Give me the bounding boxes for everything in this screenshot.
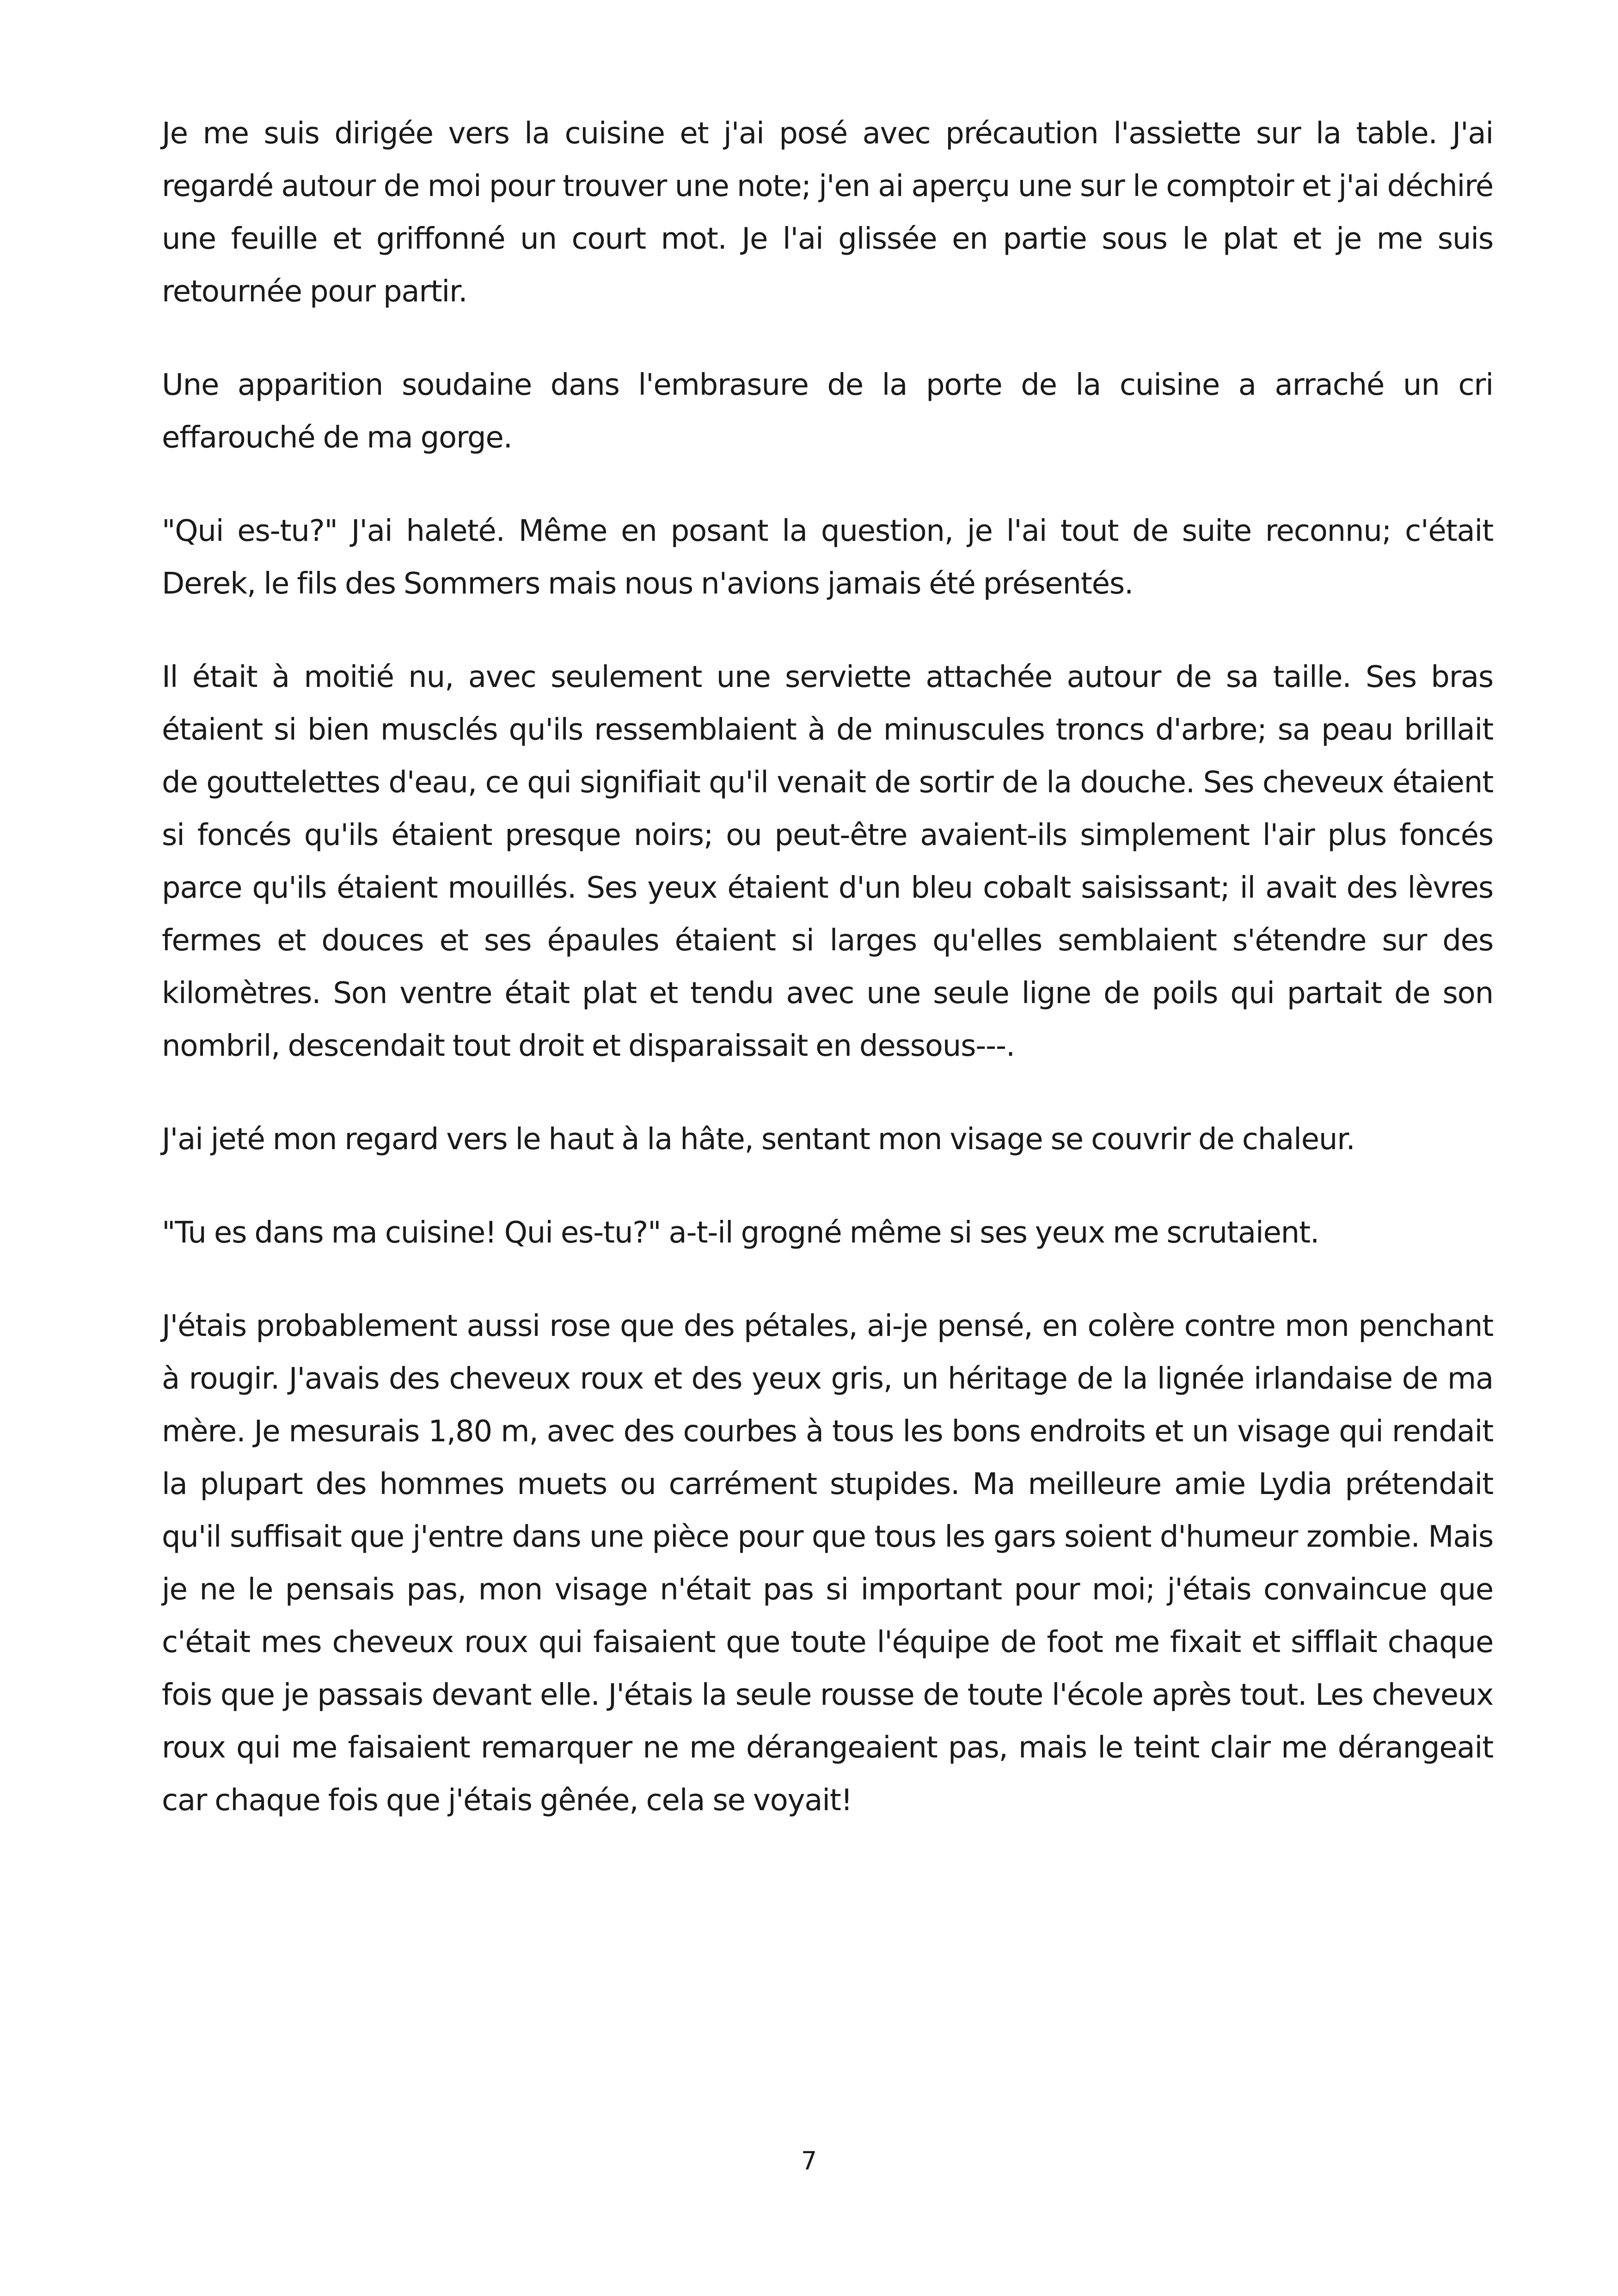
paragraph: Il était à moitié nu, avec seulement une serviette attachée autour de sa taille. Ses bras étaient si bien musclés qu'ils ressemblaient à de minuscules troncs d'arbre; sa peau brillait de gouttelettes d'eau, ce qui signifiait qu'il venait de sortir de la douche. Ses cheveux étaient si foncés qu'ils étaient presque noirs; ou peut-être avaient-ils simplement l'air plus foncés parce qu'ils étaient mouillés. Ses yeux étaient d'un bleu cobalt saisissant; il avait des lèvres fermes et douces et ses épaules étaient si larges qu'elles semblaient s'étendre sur des kilomètres. Son ventre était plat et tendu avec une seule ligne de poils qui partait de son nombril, descendait tout droit et disparaissait en dessous---. (162, 660, 1493, 1063)
page-body (162, 107, 1493, 1867)
paragraph: Une apparition soudaine dans l'embrasure de la porte de la cuisine a arraché un cri effarouché de ma gorge. (162, 368, 1493, 455)
paragraph: "Tu es dans ma cuisine! Qui es-tu?" a-t-il grogné même si ses yeux me scrutaient. (162, 1216, 1319, 1250)
paragraph: J'étais probablement aussi rose que des pétales, ai-je pensé, en colère contre mon penchant à rougir. J'avais des cheveux roux et des yeux gris, un héritage de la lignée irlandaise de ma mère. Je mesurais 1,80 m, avec des courbes à tous les bons endroits et un visage qui rendait la plupart des hommes muets ou carrément stupides. Ma meilleure amie Lydia prétendait qu'il suffisait que j'entre dans une pièce pour que tous les gars soient d'humeur zombie. Mais je ne le pensais pas, mon visage n'était pas si important pour moi; j'étais convaincue que c'était mes cheveux roux qui faisaient que toute l'équipe de foot me fixait et sifflait chaque fois que je passais devant elle. J'étais la seule rousse de toute l'école après tout. Les cheveux roux qui me faisaient remarquer ne me dérangeaient pas, mais le teint clair me dérangeait car chaque fois que j'étais gênée, cela se voyait! (162, 1309, 1493, 1818)
paragraph: "Qui es-tu?" J'ai haleté. Même en posant la question, je l'ai tout de suite reconnu; c'était Derek, le fils des Sommers mais nous n'avions jamais été présentés. (162, 514, 1493, 601)
paragraph: J'ai jeté mon regard vers le haut à la hâte, sentant mon visage se couvrir de chaleur. (162, 1122, 1355, 1157)
paragraph: Je me suis dirigée vers la cuisine et j'ai posé avec précaution l'assiette sur la table. J'ai regardé autour de moi pour trouver une note; j'en ai aperçu une sur le comptoir et j'ai déchiré une feuille et griffonné un court mot. Je l'ai glissée en partie sous le plat et je me suis retournée pour partir. (162, 116, 1493, 309)
page-number: 7 (801, 2146, 817, 2175)
